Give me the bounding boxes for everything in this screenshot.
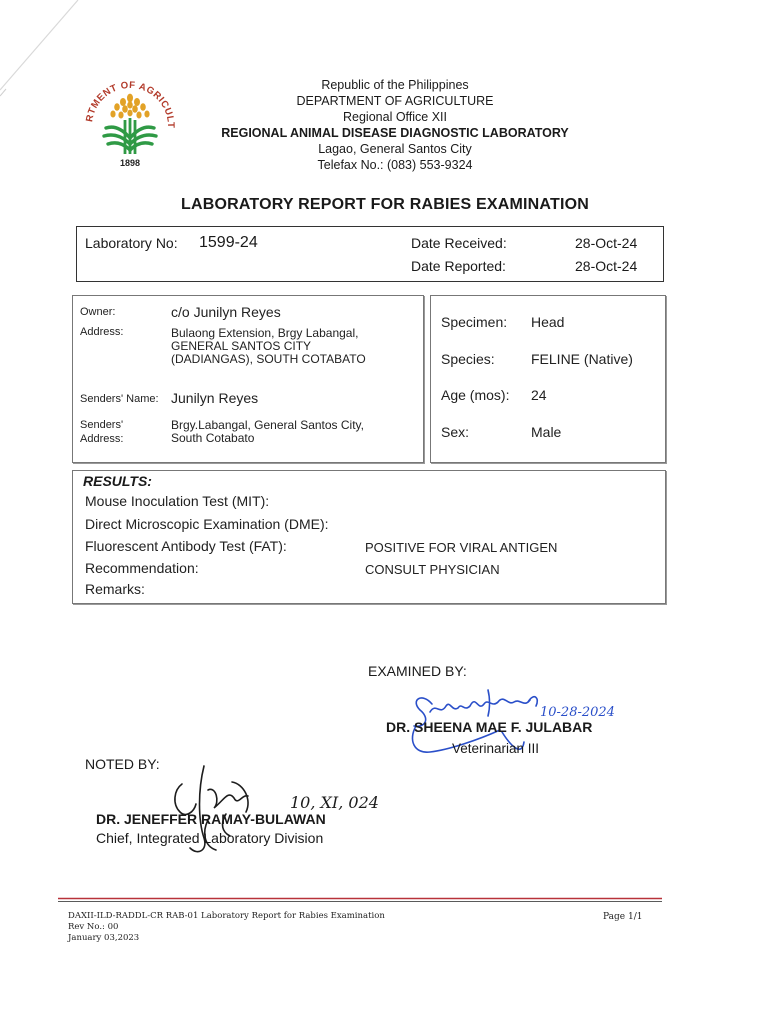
recommendation-value: CONSULT PHYSICIAN: [365, 562, 500, 577]
specimen-value: Head: [531, 314, 565, 330]
recommendation-label: Recommendation:: [85, 560, 199, 576]
chief-signature-date: 10, XI, 024: [290, 793, 379, 812]
sex-label: Sex:: [441, 424, 470, 440]
lab-number-label: Laboratory No:: [85, 235, 178, 251]
department-of-agriculture-seal: [82, 74, 178, 170]
age-value: 24: [531, 387, 547, 403]
examiner-title: Veterinarian III: [452, 741, 540, 756]
result-mit-label: Mouse Inoculation Test (MIT):: [85, 493, 270, 509]
letterhead-address: Lagao, General Santos City: [318, 142, 472, 156]
date-received-value: 28-Oct-24: [575, 235, 638, 251]
letterhead: [200, 77, 590, 173]
examined-by-label: EXAMINED BY:: [368, 663, 467, 679]
results-box: [72, 470, 666, 604]
sender-name-value: Junilyn Reyes: [171, 390, 259, 406]
seal-year: 1898: [119, 158, 141, 168]
owner-value: c/o Junilyn Reyes: [171, 304, 281, 320]
remarks-label: Remarks:: [85, 581, 145, 597]
footer-revision: Rev No.: 00: [68, 922, 119, 932]
date-reported-label: Date Reported:: [411, 258, 506, 274]
species-label: Species:: [441, 351, 495, 367]
letterhead-telefax: Telefax No.: (083) 553-9324: [317, 158, 473, 172]
report-title: LABORATORY REPORT FOR RABIES EXAMINATION: [180, 196, 589, 213]
specimen-info-box: [430, 295, 666, 463]
examiner-signature-date: 10-28-2024: [540, 705, 615, 720]
letterhead-laboratory: REGIONAL ANIMAL DISEASE DIAGNOSTIC LABORATORY: [221, 126, 569, 140]
address-line-2: GENERAL SANTOS CITY: [171, 339, 312, 353]
examiner-name: DR. SHEENA MAE F. JULABAR: [386, 719, 593, 735]
age-label: Age (mos):: [441, 387, 510, 403]
result-dme-label: Direct Microscopic Examination (DME):: [85, 516, 329, 532]
footer-form-title: DAXII-ILD-RADDL-CR RAB-01 Laboratory Report for Rabies Examination: [68, 911, 385, 921]
noted-by-label: NOTED BY:: [85, 756, 160, 772]
species-value: FELINE (Native): [531, 351, 633, 367]
sender-name-label: Senders' Name:: [80, 393, 159, 405]
letterhead-republic: Republic of the Philippines: [321, 78, 469, 92]
footer-divider: [58, 897, 662, 903]
footer-effective-date: January 03,2023: [68, 933, 140, 943]
date-received-label: Date Received:: [411, 235, 507, 251]
result-fat-value: POSITIVE FOR VIRAL ANTIGEN: [365, 540, 558, 555]
results-heading: RESULTS:: [83, 473, 152, 489]
owner-label: Owner:: [80, 306, 116, 318]
sender-address-label-1: Senders': [80, 419, 124, 431]
address-label: Address:: [80, 326, 124, 338]
laboratory-number-box: [76, 226, 664, 282]
letterhead-department: DEPARTMENT OF AGRICULTURE: [296, 94, 494, 108]
address-line-1: Bulaong Extension, Brgy Labangal,: [171, 326, 359, 340]
svg-text:DEPARTMENT OF AGRICULTURE: RTMENT OF AGRICULT: [84, 79, 177, 129]
chief-title: Chief, Integrated Laboratory Division: [96, 830, 324, 846]
address-line-3: (DADIANGAS), SOUTH COTABATO: [171, 352, 366, 366]
result-fat-label: Fluorescent Antibody Test (FAT):: [85, 538, 287, 554]
date-reported-value: 28-Oct-24: [575, 258, 638, 274]
chief-name: DR. JENEFFER RAMAY-BULAWAN: [96, 811, 326, 827]
sender-address-label-2: Address:: [80, 433, 124, 445]
footer-document-code: [68, 911, 385, 944]
sender-address-line-1: Brgy.Labangal, General Santos City,: [171, 418, 364, 432]
sender-address-line-2: South Cotabato: [171, 431, 255, 445]
owner-info-box: [72, 295, 424, 463]
page-number: Page 1/1: [603, 912, 643, 922]
lab-number-value: 1599-24: [199, 234, 258, 251]
specimen-label: Specimen:: [441, 314, 508, 330]
letterhead-regional-office: Regional Office XII: [343, 110, 447, 124]
sex-value: Male: [531, 424, 562, 440]
